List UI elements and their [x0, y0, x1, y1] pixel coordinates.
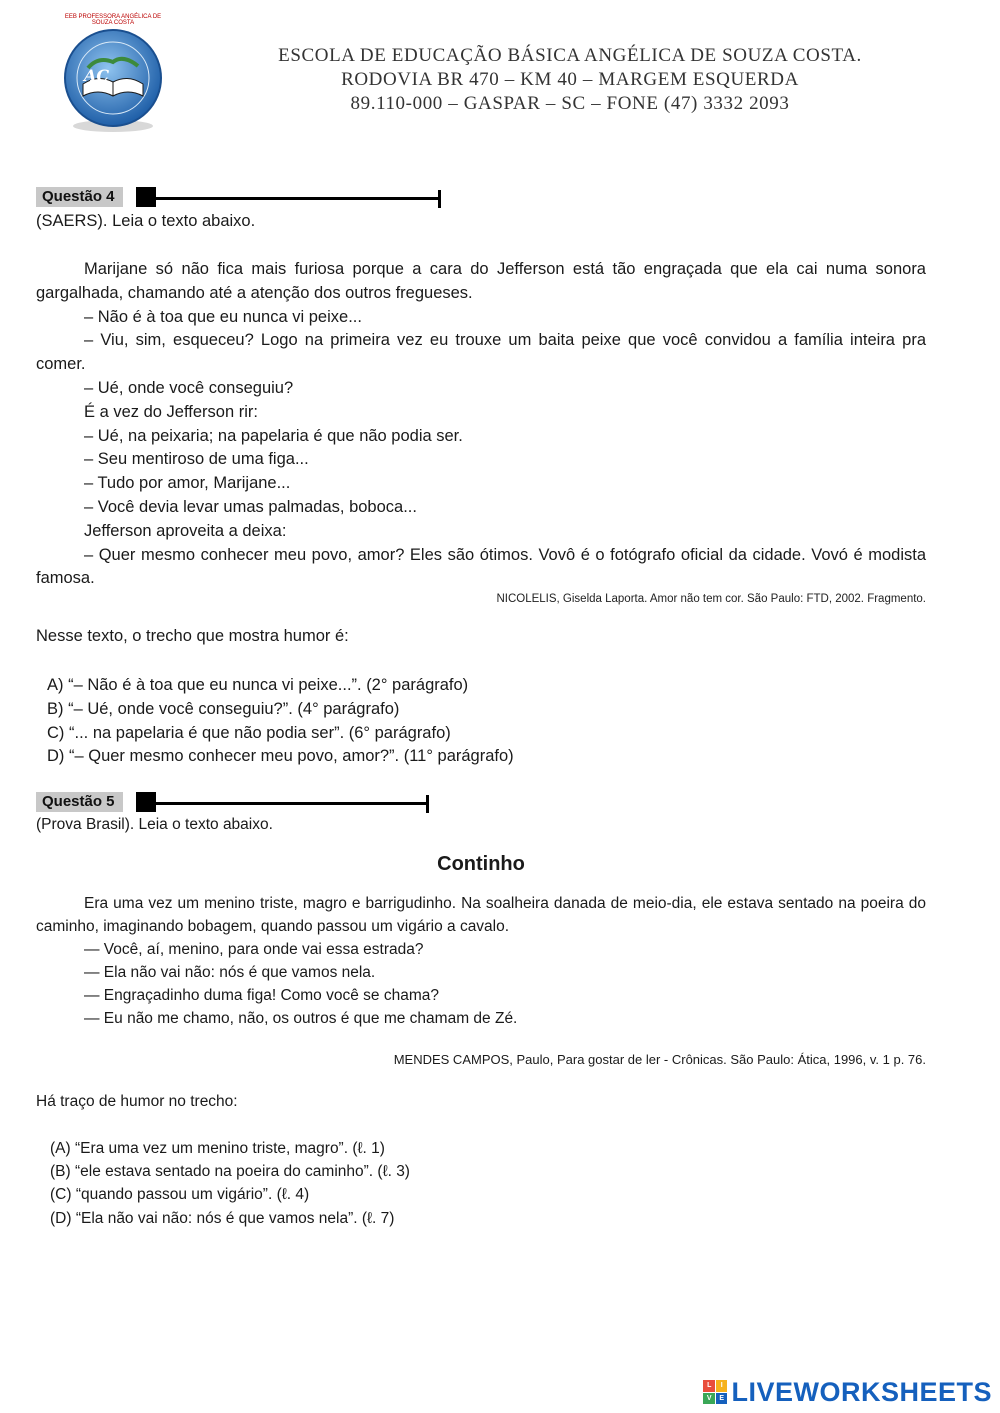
question-4-source: (SAERS). Leia o texto abaixo.: [36, 212, 256, 230]
question-4-options: [47, 674, 514, 769]
passage-dialogue: – Você devia levar umas palmadas, boboca...: [84, 497, 417, 516]
brand-name: LIVEWORKSHEETS: [731, 1376, 992, 1407]
passage-dialogue: – Quer mesmo conhecer meu povo, amor? Eles são ótimos. Vovô é o fotógrafo oficial da cidade. Vovó é modista famosa.: [36, 545, 926, 588]
brand-letter: E: [716, 1393, 728, 1405]
passage-dialogue: – Seu mentiroso de uma figa...: [84, 450, 309, 469]
passage-paragraph: Jefferson aproveita a deixa:: [84, 521, 287, 540]
passage-dialogue: – Viu, sim, esqueceu? Logo na primeira vez eu trouxe um baita peixe que você convidou a família inteira pra comer.: [36, 331, 926, 374]
question-4-passage: [36, 258, 926, 591]
question-4-reference: NICOLELIS, Giselda Laporta. Amor não tem cor. São Paulo: FTD, 2002. Fragmento.: [496, 593, 926, 605]
passage-dialogue: – Não é à toa que eu nunca vi peixe...: [84, 307, 362, 326]
passage-dialogue: – Ué, onde você conseguiu?: [84, 378, 294, 397]
school-address: RODOVIA BR 470 – KM 40 – MARGEM ESQUERDA: [341, 69, 799, 90]
question-5-options: [50, 1137, 410, 1230]
passage-dialogue: — Você, aí, menino, para onde vai essa estrada?: [84, 941, 424, 958]
school-name: ESCOLA DE EDUCAÇÃO BÁSICA ANGÉLICA DE SOUZA COSTA.: [278, 45, 862, 66]
brand-icon: [703, 1380, 727, 1404]
question-4-prompt: Nesse texto, o trecho que mostra humor é:: [36, 627, 349, 645]
option-b[interactable]: (B) “ele estava sentado na poeira do caminho”. (ℓ. 3): [50, 1163, 410, 1181]
question-4-label: Questão 4: [36, 187, 123, 207]
passage-paragraph: Era uma vez um menino triste, magro e barrigudinho. Na soalheira danada de meio-dia, ele estava sentado na poeira do caminho, imaginando bobagem, quando passou um vigário a cavalo.: [36, 895, 926, 935]
brand-letter: I: [716, 1380, 728, 1392]
logo-initials: AC: [84, 66, 110, 85]
passage-dialogue: — Engraçadinho duma figa! Como você se chama?: [84, 987, 439, 1004]
option-d[interactable]: (D) “Ela não vai não: nós é que vamos nela”. (ℓ. 7): [50, 1209, 395, 1227]
question-5-rule-end: [426, 795, 429, 813]
option-c[interactable]: (C) “quando passou um vigário”. (ℓ. 4): [50, 1186, 310, 1204]
brand-letter: L: [703, 1380, 715, 1392]
question-5-reference: MENDES CAMPOS, Paulo, Para gostar de ler - Crônicas. São Paulo: Ática, 1996, v. 1 p. 76.: [393, 1052, 926, 1067]
option-a[interactable]: (A) “Era uma vez um menino triste, magro”. (ℓ. 1): [50, 1140, 385, 1157]
option-d[interactable]: D) “– Quer mesmo conhecer meu povo, amor?”. (11° parágrafo): [47, 747, 514, 766]
option-c[interactable]: C) “... na papelaria é que não podia ser”. (6° parágrafo): [47, 723, 451, 742]
question-5-rule: [156, 802, 428, 805]
passage-dialogue: — Ela não vai não: nós é que vamos nela.: [84, 964, 376, 981]
question-5-label: Questão 5: [36, 792, 123, 812]
passage-paragraph: É a vez do Jefferson rir:: [84, 402, 258, 421]
passage-dialogue: – Ué, na peixaria; na papelaria é que não podia ser.: [84, 426, 463, 445]
option-b[interactable]: B) “– Ué, onde você conseguiu?”. (4° parágrafo): [47, 699, 400, 718]
liveworksheets-logo[interactable]: [703, 1375, 992, 1409]
school-header: [200, 44, 940, 116]
logo-text: EEB PROFESSORA ANGÉLICA DE SOUZA COSTA: [64, 14, 162, 26]
question-5-prompt: Há traço de humor no trecho:: [36, 1093, 238, 1110]
question-4-rule-end: [438, 190, 441, 208]
passage-title: Continho: [437, 853, 525, 875]
passage-paragraph: Marijane só não fica mais furiosa porque a cara do Jefferson está tão engraçada que ela cai numa sonora gargalhada, chamando até a atenção dos outros fregueses.: [36, 260, 926, 302]
passage-dialogue: — Eu não me chamo, não, os outros é que me chamam de Zé.: [84, 1010, 518, 1027]
school-contact: 89.110-000 – GASPAR – SC – FONE (47) 3332 2093: [350, 93, 790, 114]
question-5-source: (Prova Brasil). Leia o texto abaixo.: [36, 816, 273, 833]
option-a[interactable]: A) “– Não é à toa que eu nunca vi peixe...”. (2° parágrafo): [47, 676, 469, 694]
question-4-rule: [156, 197, 440, 200]
brand-letter: V: [703, 1393, 715, 1405]
question-5-passage: [36, 892, 926, 1030]
question-4-block: [136, 187, 156, 207]
passage-dialogue: – Tudo por amor, Marijane...: [84, 474, 291, 493]
question-5-block: [136, 792, 156, 812]
school-logo: [58, 14, 168, 136]
